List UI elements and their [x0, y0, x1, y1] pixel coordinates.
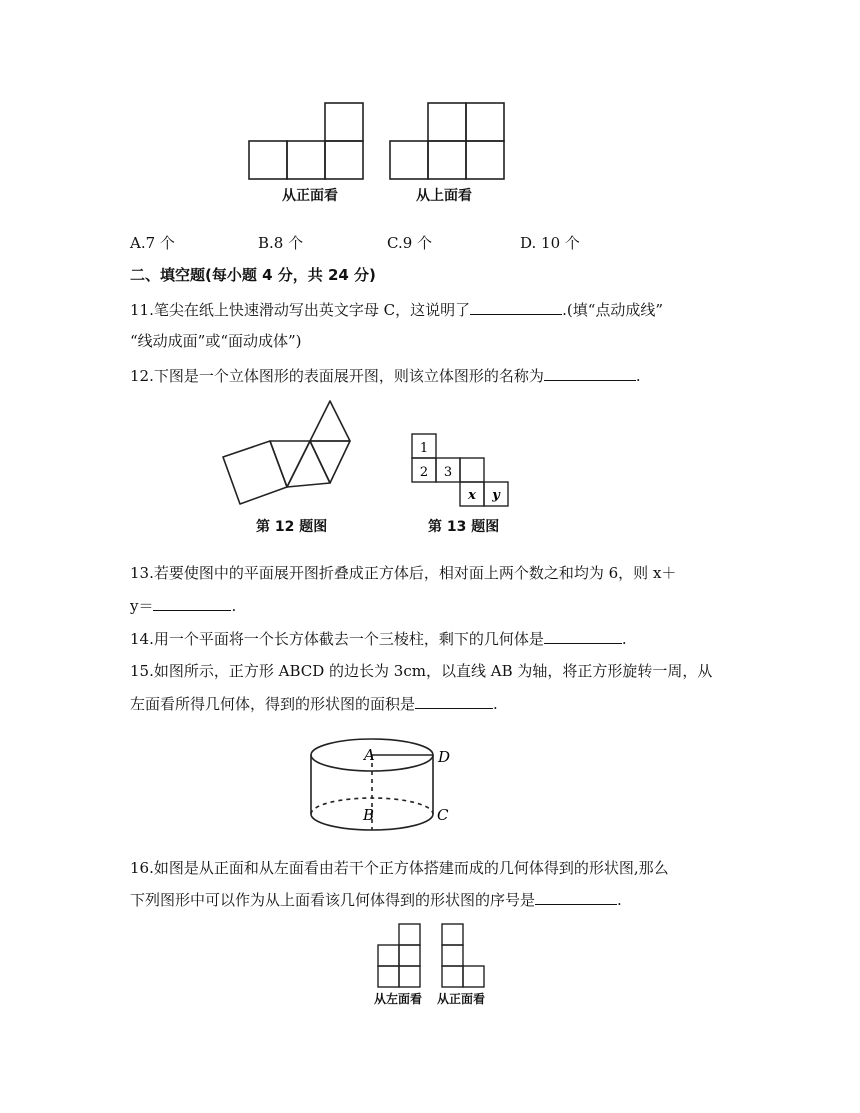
- q11-line2: “线动成面”或“面动成体”): [130, 332, 302, 350]
- q15-line2: [130, 694, 498, 714]
- q10-option-a: A.7 个: [130, 234, 175, 252]
- q12-net-figure: [215, 398, 375, 510]
- q12-line1: [130, 366, 641, 386]
- q13-cell-x: x: [468, 488, 476, 503]
- q11-text-a: 11.笔尖在纸上快速滑动写出英文字母 C，这说明了: [130, 301, 471, 319]
- q16-text-c: .: [617, 891, 622, 909]
- q13-cell-1: 1: [419, 441, 429, 456]
- q16-line2: [130, 890, 622, 910]
- section-heading: 二、填空题(每小题 4 分，共 24 分): [130, 266, 376, 284]
- q14-text-a: 14.用一个平面将一个长方体截去一个三棱柱，剩下的几何体是: [130, 630, 544, 648]
- q14-line1: [130, 629, 627, 649]
- q16-front-view-figure: [441, 922, 491, 988]
- q15-text-c: .: [493, 695, 498, 713]
- q15-answer-blank[interactable]: [415, 694, 493, 709]
- q16-line1: 16.如图是从正面和从左面看由若干个正方体搭建而成的几何体得到的形状图,那么: [130, 859, 669, 877]
- q11-text-b: .(填“点动成线”: [562, 301, 664, 319]
- q15-cylinder-figure: [305, 735, 465, 835]
- q13-line2: [130, 596, 236, 616]
- q13-text-b: y＝: [130, 597, 154, 615]
- q13-cell-3: 3: [443, 465, 453, 480]
- q10-option-b: B.8 个: [258, 234, 304, 252]
- q13-net-figure: [410, 432, 530, 512]
- q12-caption: 第 12 题图: [256, 519, 328, 535]
- q16-left-view-caption: 从左面看: [374, 992, 423, 1006]
- q15-label-c: C: [437, 806, 449, 824]
- q12-text-b: .: [635, 367, 641, 385]
- q15-line1: 15.如图所示，正方形 ABCD 的边长为 3cm，以直线 AB 为轴，将正方形旋转一周，从: [130, 662, 713, 680]
- q13-caption: 第 13 题图: [428, 519, 500, 535]
- q16-text-b: 下列图形中可以作为从上面看该几何体得到的形状图的序号是: [130, 891, 536, 909]
- q13-cell-2: 2: [419, 465, 429, 480]
- q10-top-view-caption: 从上面看: [416, 188, 472, 204]
- q10-option-c: C.9 个: [387, 234, 433, 252]
- q12-text-a: 12.下图是一个立体图形的表面展开图，则该立体图形的名称为: [130, 367, 544, 385]
- q15-label-d: D: [438, 748, 451, 766]
- q13-cell-y: y: [492, 488, 500, 503]
- q16-left-view-figure: [377, 922, 427, 988]
- q16-front-view-caption: 从正面看: [437, 992, 486, 1006]
- q11-answer-blank[interactable]: [470, 300, 562, 315]
- q10-top-view-figure: [386, 100, 516, 182]
- q11-line1: [130, 300, 663, 320]
- q15-label-b: B: [363, 806, 375, 824]
- q14-answer-blank[interactable]: [544, 629, 622, 644]
- q15-text-b: 左面看所得几何体，得到的形状图的面积是: [130, 695, 416, 713]
- q10-front-view-caption: 从正面看: [282, 188, 338, 204]
- q15-label-a: A: [364, 746, 375, 764]
- q13-answer-blank[interactable]: [153, 596, 231, 611]
- q10-option-d: D. 10 个: [520, 234, 580, 252]
- q13-text-c: .: [231, 597, 237, 615]
- q13-line1: 13.若要使图中的平面展开图折叠成正方体后，相对面上两个数之和均为 6，则 x＋: [130, 564, 677, 582]
- q12-answer-blank[interactable]: [544, 366, 636, 381]
- q14-text-b: .: [621, 630, 627, 648]
- q10-front-view-figure: [245, 100, 395, 182]
- q16-answer-blank[interactable]: [535, 890, 617, 905]
